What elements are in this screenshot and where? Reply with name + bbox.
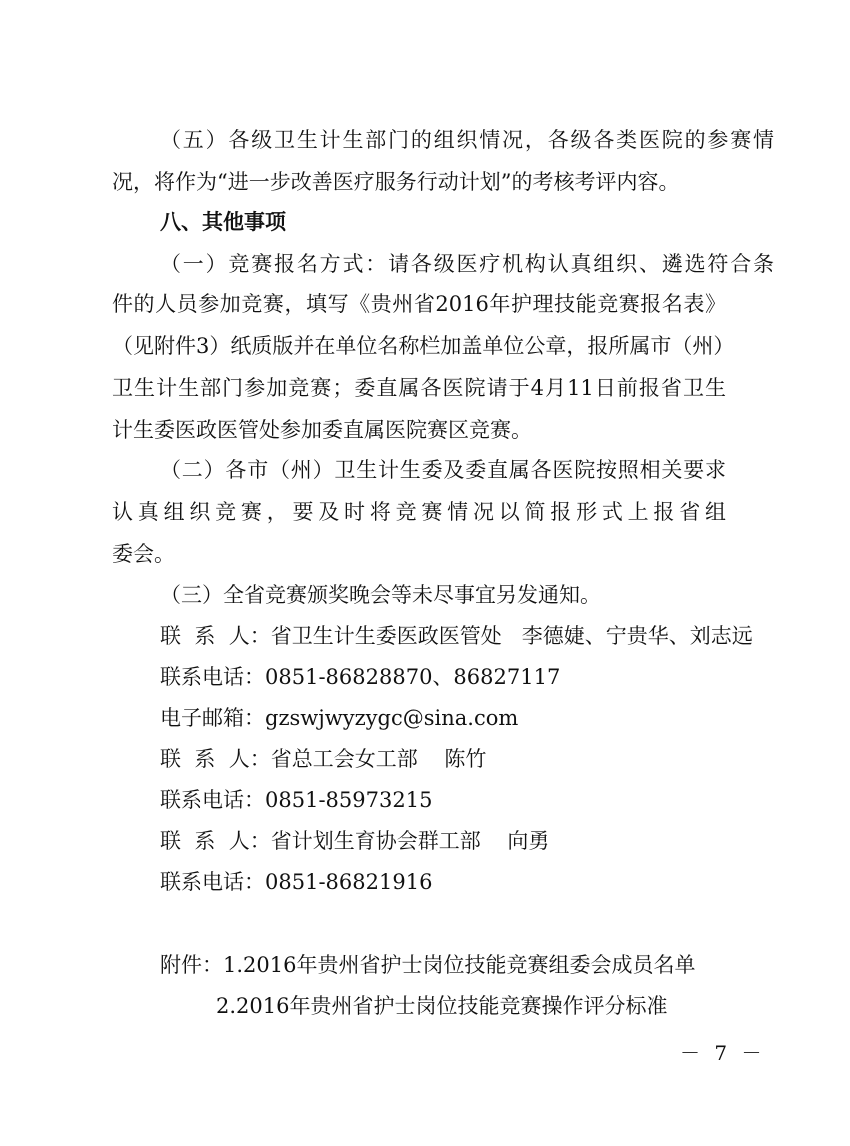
item1-line3: （见附件3）纸质版并在单位名称栏加盖单位公章，报所属市（州）	[112, 334, 735, 358]
item3-line: （三）全省竞赛颁奖晚会等未尽事宜另发通知。	[160, 583, 601, 607]
attachment-line1: 附件：1.2016年贵州省护士岗位技能竞赛组委会成员名单	[160, 953, 696, 977]
item1-line2: 件的人员参加竞赛，填写《贵州省2016年护理技能竞赛报名表》	[112, 292, 726, 316]
item1-line1: （一）竞赛报名方式：请各级医疗机构认真组织、遴选符合条	[160, 252, 774, 276]
contact-line: 联 系 人：省卫生计生委医政医管处 李德婕、宁贵华、刘志远	[160, 624, 753, 648]
contact-line: 联 系 人：省总工会女工部 陈竹	[160, 747, 487, 771]
contact-line: 联 系 人：省计划生育协会群工部 向勇	[160, 829, 550, 853]
item1-line4: 卫生计生部门参加竞赛；委直属各医院请于4月11日前报省卫生	[112, 376, 726, 400]
section-title: 八、其他事项	[160, 210, 286, 234]
attachment-line2: 2.2016年贵州省护士岗位技能竞赛操作评分标准	[216, 994, 668, 1018]
item2-line2: 认真组织竞赛，要及时将竞赛情况以简报形式上报省组	[112, 500, 726, 524]
contact-line: 联系电话：0851-85973215	[160, 788, 433, 812]
contact-line: 电子邮箱：gzswjwyzygc@sina.com	[160, 706, 519, 730]
para5-line1: （五）各级卫生计生部门的组织情况，各级各类医院的参赛情	[160, 128, 774, 152]
item2-line1: （二）各市（州）卫生计生委及委直属各医院按照相关要求	[160, 458, 726, 482]
contact-line: 联系电话：0851-86821916	[160, 870, 433, 894]
contact-line: 联系电话：0851-86828870、86827117	[160, 665, 561, 689]
page-number: － 7 －	[680, 1041, 766, 1065]
item2-line3: 委会。	[112, 542, 175, 566]
item1-line5: 计生委医政医管处参加委直属医院赛区竞赛。	[112, 418, 532, 442]
para5-line2: 况，将作为“进一步改善医疗服务行动计划”的考核考评内容。	[112, 170, 680, 194]
